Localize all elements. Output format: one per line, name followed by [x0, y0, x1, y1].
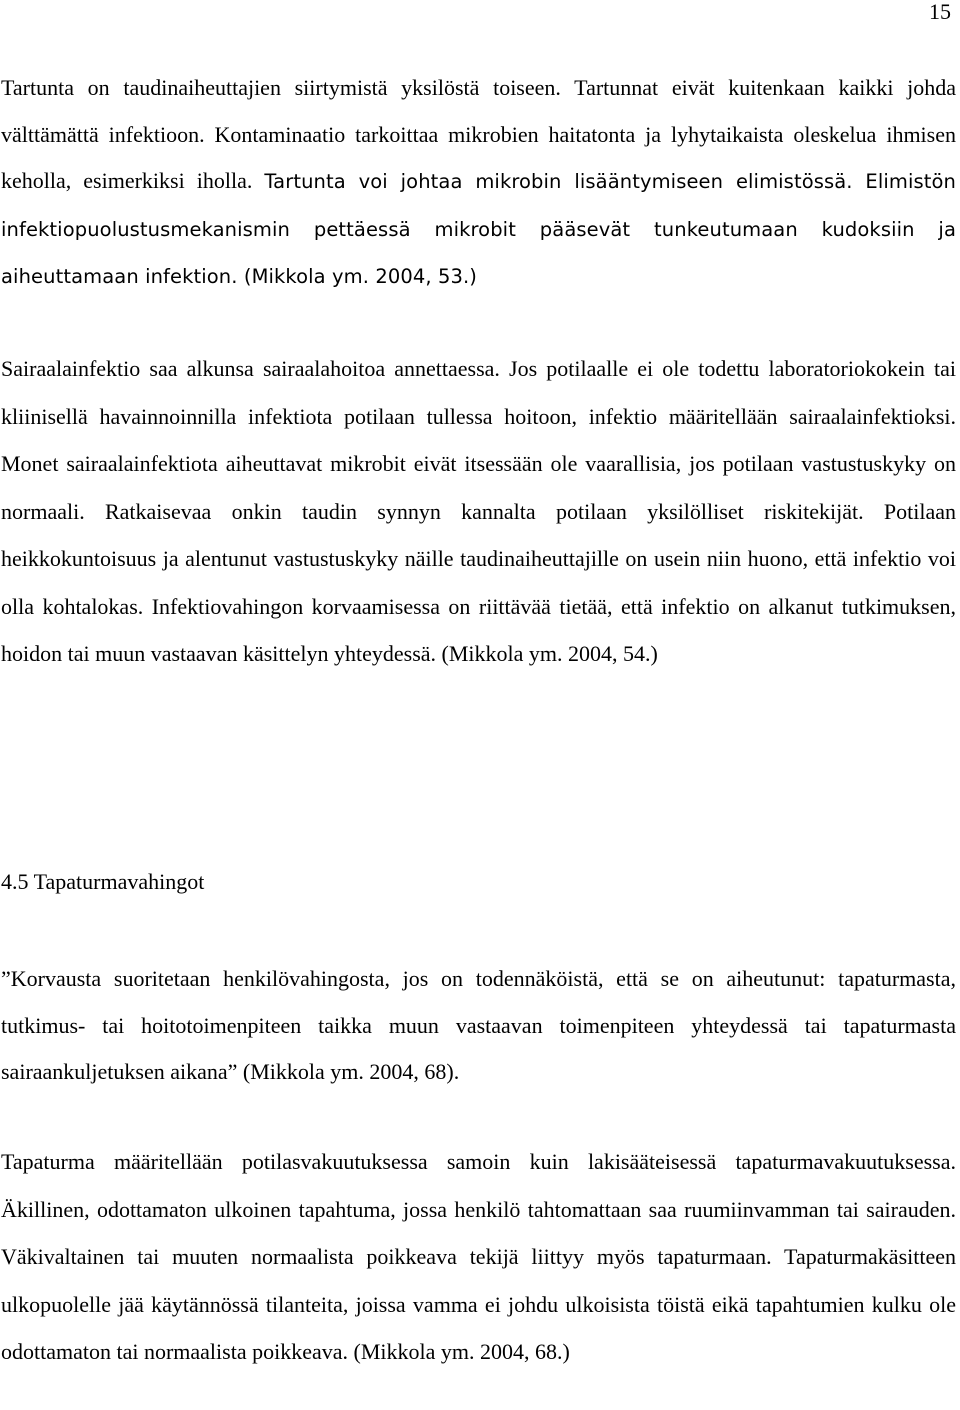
paragraph-infection-definition	[1, 65, 956, 301]
page-number: 15	[929, 0, 951, 24]
paragraph-accident-definition: Tapaturma määritellään potilasvakuutuksessa samoin kuin lakisääteisessä tapaturmavakuutuksessa. Äkillinen, odottamaton ulkoinen tapahtuma, jossa henkilö tahtomattaan saa ruumiinvamman tai sairauden. Väkivaltainen tai muuten normaalista poikkeava tekijä liittyy myös tapaturmaan. Tapaturmakäsitteen ulkopuolelle jää käytännössä tilanteita, joissa vamma ei johdu ulkoisista töistä eikä tapahtumien kulku ole odottamaton tai normaalista poikkeava. (Mikkola ym. 2004, 68.)	[1, 1149, 956, 1364]
paragraph-quote: ”Korvausta suoritetaan henkilövahingosta, jos on todennäköistä, että se on aiheutunut: tapaturmasta, tutkimus- tai hoitotoimenpiteen taikka muun vastaavan toimenpiteen yhteydessä tai tapaturmasta sairaankuljetuksen aikana” (Mikkola ym. 2004, 68).	[1, 966, 956, 1084]
paragraph-infection-part2: Tartunta voi johtaa mikrobin lisääntymiseen elimistössä. Elimistön infektiopuolustusmekanismin pettäessä mikrobit pääsevät tunkeutumaan kudoksiin ja aiheuttamaan infektion. (Mikkola ym. 2004, 53.)	[1, 170, 956, 288]
paragraph-infection-part1: Tartunta on taudinaiheuttajien siirtymistä yksilöstä toiseen. Tartunnat eivät kuitenkaan kaikki johda välttämättä infektioon. Kontaminaatio tarkoittaa mikrobien haitatonta ja lyhytaikaista oleskelua ihmisen keholla, esimerkiksi iholla.	[1, 75, 956, 193]
paragraph-hospital-infection: Sairaalainfektio saa alkunsa sairaalahoitoa annettaessa. Jos potilaalle ei ole todettu laboratoriokokein tai kliinisellä havainnoinnilla infektiota potilaan tullessa hoitoon, infektio määritellään sairaalainfektioksi. Monet sairaalainfektiota aiheuttavat mikrobit eivät itsessään ole vaarallisia, jos potilaan vastustuskyky on normaali. Ratkaisevaa onkin taudin synnyn kannalta potilaan yksilölliset riskitekijät. Potilaan heikkokuntoisuus ja alentunut vastustuskyky näille taudinaiheuttajille on usein niin huono, että infektio voi olla kohtalokas. Infektiovahingon korvaamisessa on riittävää tietää, että infektio on alkanut tutkimuksen, hoidon tai muun vastaavan käsittelyn yhteydessä. (Mikkola ym. 2004, 54.)	[1, 356, 956, 666]
section-heading: 4.5 Tapaturmavahingot	[1, 869, 205, 894]
